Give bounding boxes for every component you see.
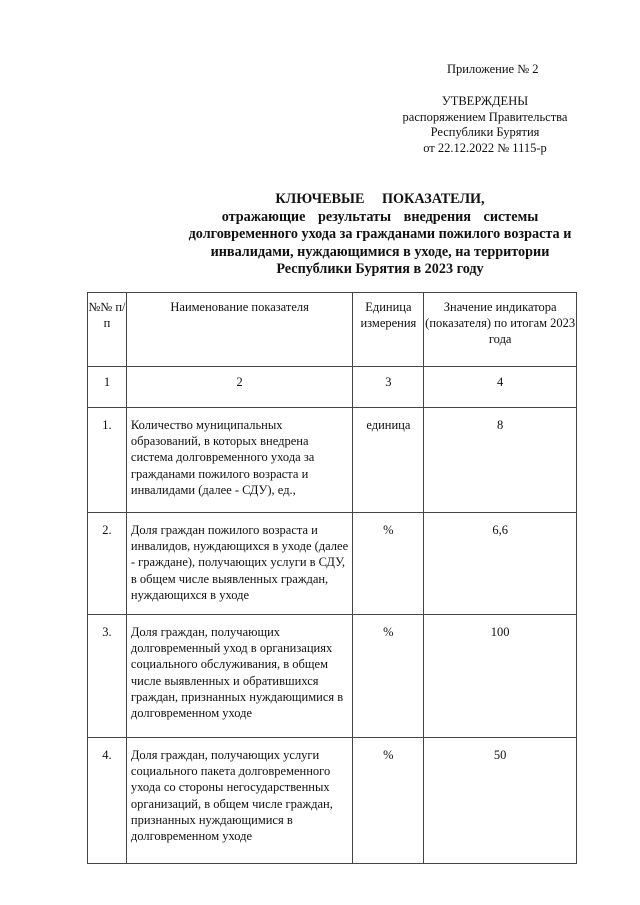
indicator-unit: % — [353, 615, 424, 738]
title-line: инвалидами, нуждающимися в уходе, на территории — [210, 243, 550, 260]
appendix-label: Приложение № 2 — [447, 62, 539, 76]
header-name: Наименование показателя — [126, 293, 353, 367]
row-number: 1. — [88, 408, 127, 513]
indicator-value: 100 — [424, 615, 577, 738]
approval-line: Республики Бурятия — [430, 125, 540, 139]
indicator-unit: единица — [353, 408, 424, 513]
indicator-unit: % — [353, 738, 424, 864]
column-number: 2 — [126, 367, 353, 408]
document-title — [150, 191, 610, 279]
row-number: 3. — [88, 615, 127, 738]
header-value: Значение индикатора (показателя) по итогам 2023 года — [424, 293, 577, 367]
column-number-row — [88, 367, 577, 408]
row-number: 4. — [88, 738, 127, 864]
table-row — [88, 615, 577, 738]
title-line: долговременного ухода за гражданами пожилого возраста и — [188, 226, 572, 243]
header-num: №№ п/п — [88, 293, 127, 367]
indicator-name: Доля граждан пожилого возраста и инвалидов, нуждающихся в уходе (далее - граждане), получающих услуги в СДУ, в общем числе выявленных граждан, нуждающихся в уходе — [126, 513, 353, 615]
title-line: Республики Бурятия в 2023 году — [276, 261, 484, 278]
approval-line: распоряжением Правительства — [402, 109, 568, 124]
indicator-value: 8 — [424, 408, 577, 513]
table-row — [88, 738, 577, 864]
title-line: КЛЮЧЕВЫЕ ПОКАЗАТЕЛИ, — [275, 191, 485, 207]
indicator-unit: % — [353, 513, 424, 615]
row-number: 2. — [88, 513, 127, 615]
table-row — [88, 513, 577, 615]
indicator-name: Доля граждан, получающих услуги социального пакета долговременного ухода со стороны негосударственных организаций, в общем числе граждан, признанных нуждающимися в долговременном уходе — [126, 738, 353, 864]
table-row — [88, 408, 577, 513]
approval-line: от 22.12.2022 № 1115-р — [423, 140, 547, 155]
indicator-value: 6,6 — [424, 513, 577, 615]
indicator-value: 50 — [424, 738, 577, 864]
indicator-name: Количество муниципальных образований, в которых внедрена система долговременного ухода за гражданами пожилого возраста и инвалидами (далее - СДУ), ед., — [126, 408, 353, 513]
title-line: отражающие результаты внедрения системы — [221, 208, 539, 225]
table-header-row — [88, 293, 577, 367]
column-number: 1 — [88, 367, 127, 408]
column-number: 3 — [353, 367, 424, 408]
header-unit: Единица измерения — [353, 293, 424, 367]
indicator-name: Доля граждан, получающих долговременный уход в организациях социального обслуживания, в общем числе выявленных и обратившихся граждан, признанных нуждающимися в долговременном уходе — [126, 615, 353, 738]
approval-block — [390, 94, 580, 156]
indicators-table — [87, 292, 577, 864]
approval-line: УТВЕРЖДЕНЫ — [441, 94, 529, 108]
column-number: 4 — [424, 367, 577, 408]
